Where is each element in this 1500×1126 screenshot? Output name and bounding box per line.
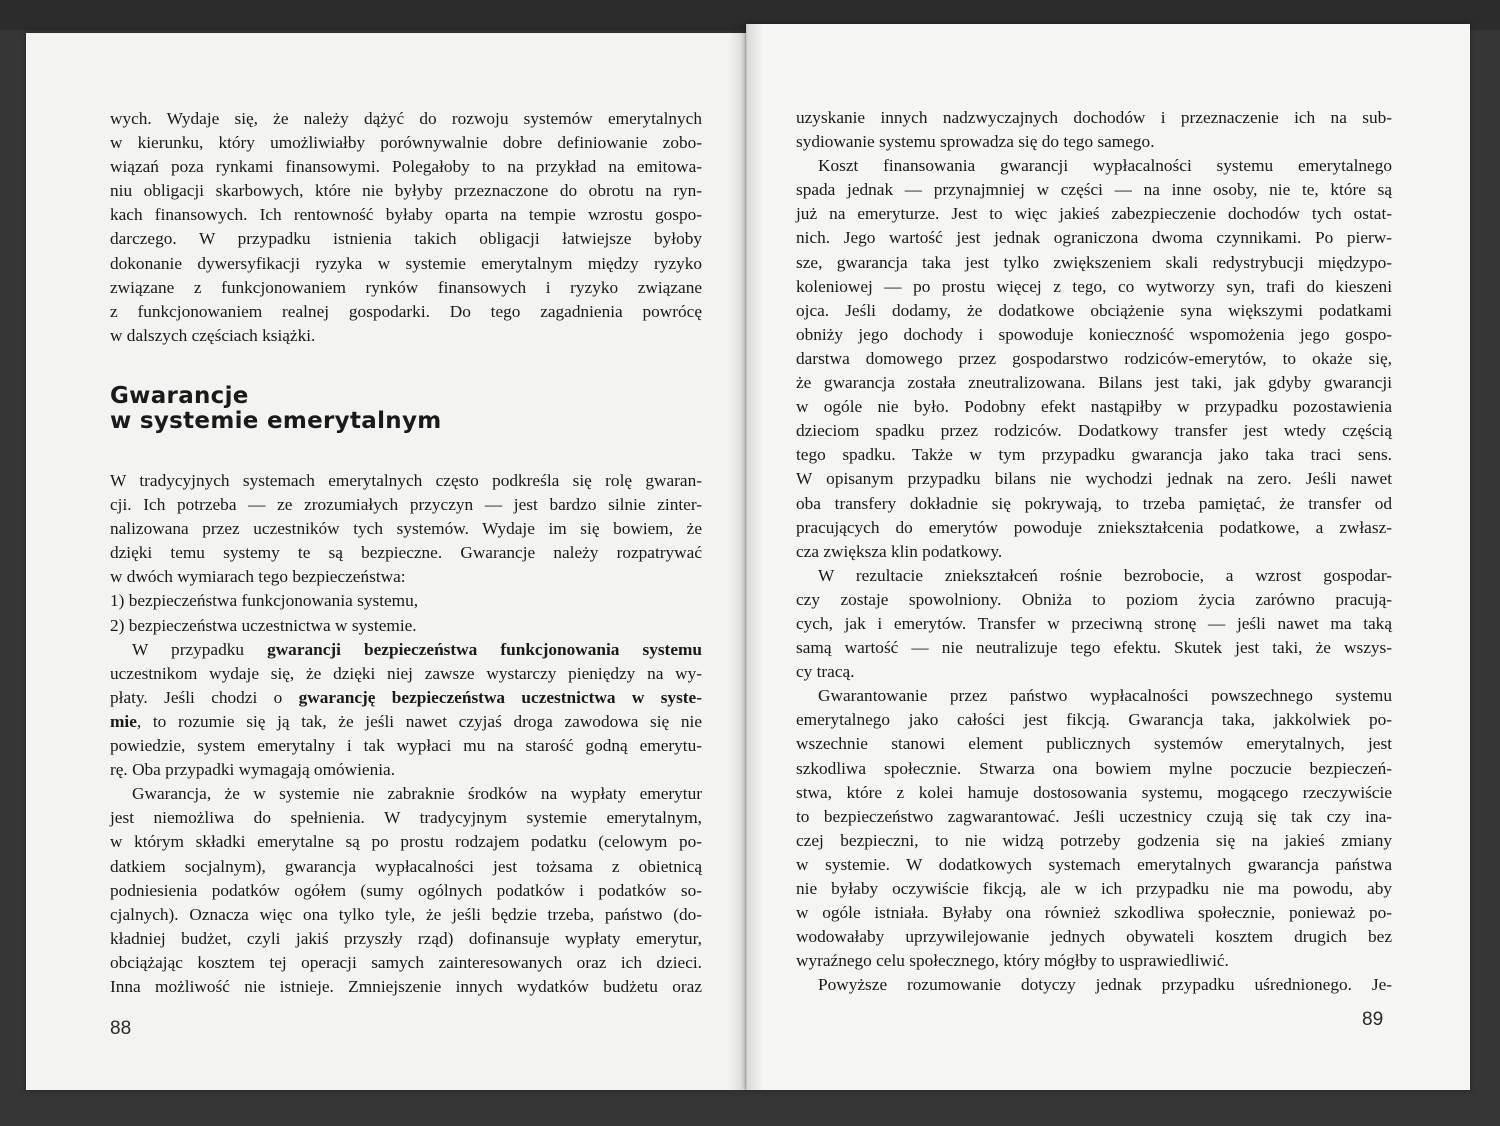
text-line: powiedzie, system emerytalny i tak wypłaci mu na starość godną emerytu- <box>110 736 702 756</box>
bold-term: gwarancję bezpieczeństwa uczestnictwa w syste- <box>298 687 702 707</box>
text-line: W tradycyjnych systemach emerytalnych często podkreśla się rolę gwaran- <box>110 471 702 490</box>
section-heading-line-1: Gwarancje <box>110 383 249 409</box>
text-line: tego spadku. Także w tym przypadku gwarancja jako taka traci sens. <box>796 445 1392 465</box>
text-line: W rezultacie zniekształceń rośnie bezrobocie, a wzrost gospodar- <box>818 565 1392 585</box>
text-line: wyraźnego celu społecznego, który mógłby to usprawiedliwić. <box>796 951 1229 971</box>
left-paragraph-intro <box>110 107 702 348</box>
text-line: sydiowanie systemu sprowadza się do tego samego. <box>796 132 1155 152</box>
text-line: nalizowana przez uczestników tych systemów. Wydaje im się bowiem, że <box>110 519 702 539</box>
text-line: związane z funkcjonowaniem rynków finansowych i ryzyko związane <box>110 277 702 297</box>
text-line: niu obligacji skarbowych, które nie byłyby przeznaczone do obrotu na ryn- <box>110 181 702 201</box>
text-line <box>110 686 702 710</box>
text-line: darczego. W przypadku istnienia takich obligacji łatwiejsze byłoby <box>110 229 702 249</box>
text-line: wszechnie stanowi element publicznych systemów emerytalnych, jest <box>796 734 1392 754</box>
text-run: płaty. Jeśli chodzi o <box>110 687 299 707</box>
text-line: w ogóle istniała. Byłaby ona również szkodliwa społecznie, ponieważ po- <box>796 903 1392 923</box>
text-line: stwa, które z kolei hamuje dostosowania systemu, mogącego rzeczywiście <box>796 782 1392 802</box>
text-line: podniesienia podatków ogółem (sumy ogólnych podatków i podatków so- <box>110 880 702 900</box>
text-line: cy tracą. <box>796 662 855 682</box>
text-line: oba transfery dokładnie się pokrywają, to trzeba pamiętać, że transfer od <box>796 493 1392 513</box>
text-line: w dalszych częściach książki. <box>110 325 316 345</box>
text-line: datkiem socjalnym), gwarancja wypłacalności jest tożsama z obietnicą <box>110 856 702 876</box>
text-line: darstwa domowego przez gospodarstwo rodziców-emerytów, to okaże się, <box>796 348 1392 368</box>
list-item: 1) bezpieczeństwa funkcjonowania systemu, <box>110 591 419 611</box>
text-run: W przypadku <box>132 639 268 659</box>
text-line: nie byłaby oczywiście fikcją, ale w ich przypadku nie ma powodu, aby <box>796 879 1392 898</box>
right-page-text <box>796 106 1392 997</box>
text-line: wiązań poza rynkami finansowymi. Polegałoby to na przykład na emitowa- <box>110 157 702 177</box>
text-line: kładniej budżet, czyli jakiś przyszły rząd) dofinansuje wypłaty emerytur, <box>110 928 702 948</box>
text-line: czy zostaje spowolniony. Obniża to poziom życia zarówno pracują- <box>796 589 1392 609</box>
text-line: cza zwiększa klin podatkowy. <box>796 541 1003 561</box>
text-line: W opisanym przypadku bilans nie wychodzi jednak na zero. Jeśli nawet <box>796 469 1392 489</box>
text-line: Koszt finansowania gwarancji wypłacalności systemu emerytalnego <box>818 156 1392 176</box>
text-line: cych, jak i emerytów. Transfer w przeciwną stronę — jeśli nawet ma taką <box>796 613 1392 633</box>
text-line: szkodliwa społecznie. Stwarza ona bowiem mylne poczucie bezpieczeń- <box>796 758 1392 778</box>
text-line: Powyższe rozumowanie dotyczy jednak przypadku uśrednionego. Je- <box>818 975 1392 995</box>
text-line: rę. Oba przypadki wymagają omówienia. <box>110 760 396 780</box>
text-line: samą wartość — nie neutralizuje tego efektu. Skutek jest taki, że wszys- <box>796 638 1392 658</box>
text-line: Gwarancja, że w systemie nie zabraknie środków na wypłaty emerytur <box>132 784 702 804</box>
text-line: już na emeryturze. Jest to więc jakieś zabezpieczenie dochodów tych ostat- <box>796 204 1392 224</box>
text-line: Gwarantowanie przez państwo wypłacalności powszechnego systemu <box>818 686 1392 706</box>
section-heading <box>110 384 442 434</box>
page-number: 88 <box>110 1018 132 1039</box>
text-line: w dwóch wymiarach tego bezpieczeństwa: <box>110 567 406 587</box>
text-line: dzięki temu systemy te są bezpieczne. Gwarancje należy rozpatrywać <box>110 543 702 563</box>
text-line <box>110 638 702 662</box>
text-line: jest niemożliwa do spełnienia. W tradycyjnym systemie emerytalnym, <box>110 808 702 828</box>
text-line: że gwarancja została zneutralizowana. Bilans jest taki, jak gdyby gwarancji <box>796 373 1392 393</box>
text-line: Inna możliwość nie istnieje. Zmniejszenie innych wydatków budżetu oraz <box>110 976 702 996</box>
text-line: w ogóle nie było. Podobny efekt nastąpiłby w przypadku pozostawienia <box>796 397 1392 417</box>
text-line: w kierunku, który umożliwiałby porównywalnie dobre definiowanie zobo- <box>110 133 702 153</box>
list-item: 2) bezpieczeństwa uczestnictwa w systemie. <box>110 615 417 635</box>
text-line: obniży jego dochody i spowoduje konieczność wspomożenia jego gospo- <box>796 324 1392 344</box>
text-line: czej bezpieczni, to nie widzą potrzeby godzenia się na jakieś zmiany <box>796 830 1392 850</box>
text-line: spada jednak — przynajmniej w części — na inne osoby, nie te, które są <box>796 180 1392 200</box>
text-line: kach finansowych. Ich rentowność byłaby oparta na tempie wzrostu gospo- <box>110 205 702 225</box>
text-line: pracujących do emerytów powoduje zniekształcenia podatkowe, a zwłasz- <box>796 517 1392 537</box>
text-line: dzieciom spadku przez rodziców. Dodatkowy transfer jest wtedy częścią <box>796 421 1392 441</box>
text-line: nich. Jego wartość jest jednak ograniczona dwoma czynnikami. Po pierw- <box>796 228 1392 248</box>
text-line: ojca. Jeśli dodamy, że dodatkowe obciążenie syna większymi podatkami <box>796 300 1392 320</box>
text-line: z funkcjonowaniem realnej gospodarki. Do tego zagadnienia powrócę <box>110 301 702 321</box>
text-line: w systemie. W dodatkowych systemach emerytalnych gwarancja państwa <box>796 854 1392 874</box>
section-heading-line-2: w systemie emerytalnym <box>110 408 442 434</box>
bold-term: gwarancji bezpieczeństwa funkcjonowania systemu <box>267 639 702 659</box>
text-line: koleniowej — po prostu więcej z tego, co wytworzy syn, trafi do kieszeni <box>796 276 1392 296</box>
text-line: obciążając kosztem tej operacji samych zainteresowanych oraz ich dzieci. <box>110 952 702 972</box>
text-line: w którym składki emerytalne są po prostu rodzajem podatku (celowym po- <box>110 832 702 852</box>
text-line: to bezpieczeństwo zagwarantować. Jeśli uczestnicy czują się tak czy ina- <box>796 806 1392 826</box>
text-line: wodowałaby uprzywilejowanie jednych obywateli kosztem drugich bez <box>796 927 1392 947</box>
right-page <box>746 24 1470 1090</box>
text-run: , to rozumie się ją tak, że jeśli nawet czyjaś droga zawodowa się nie <box>136 711 702 731</box>
text-line: cjalnych). Oznacza więc ona tylko tyle, że jeśli będzie trzeba, państwo (do- <box>110 904 702 924</box>
text-line: cji. Ich potrzeba — ze zrozumiałych przyczyn — jest bardzo silnie zinter- <box>110 495 702 515</box>
text-line <box>110 710 702 734</box>
text-line: uczestnikom wydaje się, że dzięki niej zawsze wystarczy pieniędzy na wy- <box>110 663 702 683</box>
left-page <box>26 33 746 1090</box>
text-line: dokonanie dywersyfikacji ryzyka w systemie emerytalnym między ryzyko <box>110 253 702 273</box>
text-line: emerytalnego jako całości jest fikcją. Gwarancja taka, jakkolwiek po- <box>796 710 1392 730</box>
text-line: uzyskanie innych nadzwyczajnych dochodów i przeznaczenie ich na sub- <box>796 108 1392 127</box>
page-number: 89 <box>1362 1009 1384 1030</box>
text-line: wych. Wydaje się, że należy dążyć do rozwoju systemów emerytalnych <box>110 109 702 128</box>
text-line: sze, gwarancja taka jest tylko zwiększeniem skali redystrybucji międzypo- <box>796 252 1392 272</box>
bold-term: mie <box>110 711 137 731</box>
left-paragraph-guarantees <box>110 469 702 999</box>
